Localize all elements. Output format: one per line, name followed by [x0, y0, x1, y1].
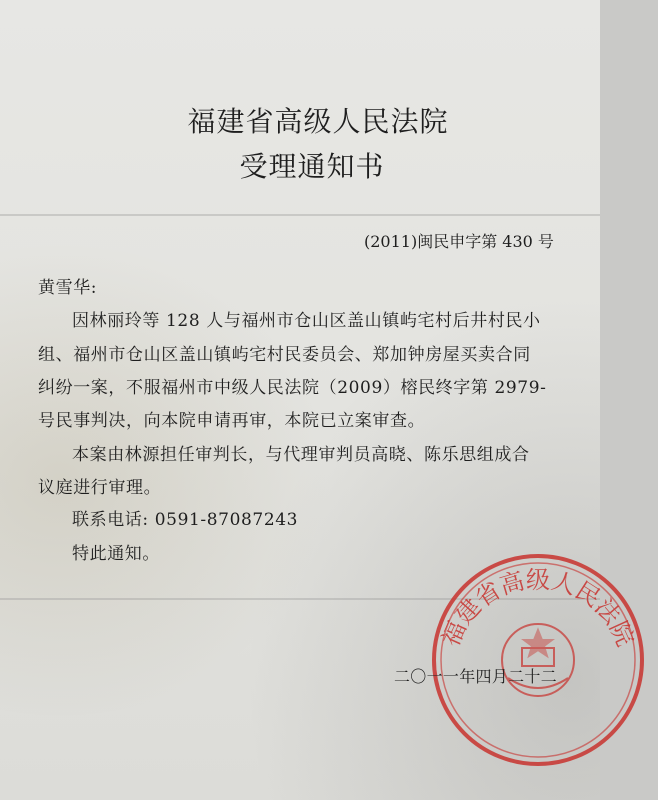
body-line: 因林丽玲等 128 人与福州市仓山区盖山镇屿宅村后井村民小 — [72, 311, 541, 331]
body-line: 号民事判决，向本院申请再审，本院已立案审查。 — [38, 411, 426, 431]
body-line: 组、福州市仓山区盖山镇屿宅村民委员会、郑加钟房屋买卖合同 — [38, 345, 531, 365]
document-title: 受理通知书 — [239, 150, 385, 183]
contact-phone: 联系电话: 0591-87087243 — [72, 510, 299, 530]
case-number: (2011)闽民申字第 430 号 — [364, 232, 554, 251]
body-line: 本案由林源担任审判长，与代理审判员高晓、陈乐思组成合 — [72, 445, 530, 465]
court-title: 福建省高级人民法院 — [187, 105, 449, 138]
body-line: 纠纷一案，不服福州市中级人民法院（2009）榕民终字第 2979- — [38, 378, 547, 398]
addressee: 黄雪华: — [38, 278, 98, 298]
closing-text: 特此通知。 — [72, 544, 160, 564]
body-line: 议庭进行审理。 — [38, 478, 162, 498]
court-seal-icon — [418, 540, 658, 780]
seal-text: 福建省高级人民法院 — [436, 565, 640, 651]
paper-fold — [0, 214, 600, 216]
issue-date: 二〇一一年四月二十二 — [394, 667, 558, 686]
